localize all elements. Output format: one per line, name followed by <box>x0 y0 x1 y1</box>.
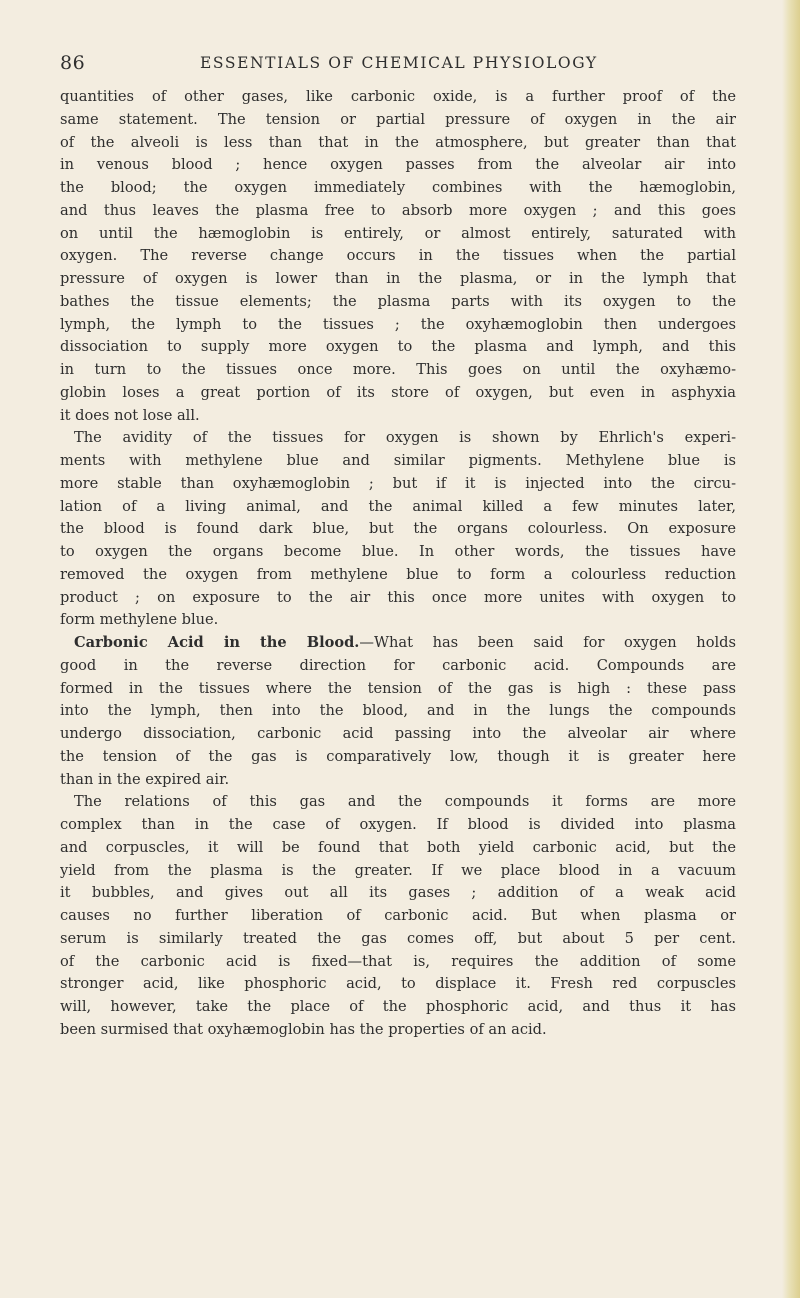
text-line: product ; on exposure to the air this once more unites with oxygen to <box>60 588 736 606</box>
text-line: into the lymph, then into the blood, and in the lungs the compounds <box>60 702 736 720</box>
text-line: pressure of oxygen is lower than in the plasma, or in the lymph that <box>60 270 736 287</box>
text-line: than in the expired air. <box>60 770 230 788</box>
page-number: 86 <box>60 52 86 74</box>
text-line: will, however, take the place of the phosphoric acid, and thus it has <box>60 998 736 1015</box>
text-line: the blood is found dark blue, but the organs colourless. On exposure <box>60 520 736 538</box>
section-heading-continuation: —What has been said for oxygen holds <box>359 634 736 651</box>
text-line: of the carbonic acid is fixed—that is, requires the addition of some <box>60 952 736 970</box>
text-line: good in the reverse direction for carbonic acid. Compounds are <box>60 656 736 674</box>
text-line: lation of a living animal, and the animal killed a few minutes later, <box>60 497 736 515</box>
text-line: it bubbles, and gives out all its gases ; addition of a weak acid <box>60 884 736 902</box>
running-head: ESSENTIALS OF CHEMICAL PHYSIOLOGY <box>200 54 598 72</box>
text-line: and corpuscles, it will be found that both yield carbonic acid, but the <box>60 838 736 856</box>
text-line: the tension of the gas is comparatively low, though it is greater here <box>60 747 736 765</box>
text-line: same statement. The tension or partial pressure of oxygen in the air <box>60 110 736 128</box>
body-text <box>60 86 736 1042</box>
text-line: serum is similarly treated the gas comes off, but about 5 per cent. <box>60 929 736 947</box>
text-line: complex than in the case of oxygen. If blood is divided into plasma <box>60 816 736 833</box>
text-line: been surmised that oxyhæmoglobin has the properties of an acid. <box>60 1020 547 1038</box>
text-line: in venous blood ; hence oxygen passes from the alveolar air into <box>60 156 736 174</box>
text-line: in turn to the tissues once more. This goes on until the oxyhæmo- <box>60 361 736 378</box>
text-line: stronger acid, like phosphoric acid, to displace it. Fresh red corpuscles <box>60 975 736 993</box>
page-header <box>60 52 736 86</box>
text-line: bathes the tissue elements; the plasma parts with its oxygen to the <box>60 292 736 310</box>
text-line: ments with methylene blue and similar pigments. Methylene blue is <box>60 452 736 469</box>
text-line: yield from the plasma is the greater. If we place blood in a vacuum <box>60 861 736 879</box>
text-line: The relations of this gas and the compounds it forms are more <box>74 793 736 811</box>
section-heading: Carbonic Acid in the Blood. <box>74 634 360 651</box>
text-line: formed in the tissues where the tension of the gas is high : these pass <box>60 679 736 697</box>
text-line: removed the oxygen from methylene blue to form a colourless reduction <box>60 565 736 583</box>
text-line: form methylene blue. <box>60 611 219 629</box>
text-line: dissociation to supply more oxygen to the plasma and lymph, and this <box>60 338 736 356</box>
text-line: of the alveoli is less than that in the atmosphere, but greater than that <box>60 133 736 151</box>
section-heading-line <box>60 632 736 655</box>
text-line: the blood; the oxygen immediately combines with the hæmoglobin, <box>60 179 736 196</box>
text-line: globin loses a great portion of its store of oxygen, but even in asphyxia <box>60 383 736 401</box>
page-edge <box>782 0 800 1298</box>
text-line: it does not lose all. <box>60 406 200 424</box>
text-line: more stable than oxyhæmoglobin ; but if it is injected into the circu- <box>60 474 736 492</box>
text-line: to oxygen the organs become blue. In other words, the tissues have <box>60 543 736 560</box>
text-line: The avidity of the tissues for oxygen is shown by Ehrlich's experi- <box>74 429 736 447</box>
text-line: undergo dissociation, carbonic acid passing into the alveolar air where <box>60 725 736 742</box>
text-line: oxygen. The reverse change occurs in the tissues when the partial <box>60 247 736 265</box>
text-line: quantities of other gases, like carbonic oxide, is a further proof of the <box>60 88 736 105</box>
text-line: causes no further liberation of carbonic acid. But when plasma or <box>60 907 736 924</box>
text-line: and thus leaves the plasma free to absorb more oxygen ; and this goes <box>60 201 736 219</box>
text-line: lymph, the lymph to the tissues ; the oxyhæmoglobin then undergoes <box>60 315 736 333</box>
text-line: on until the hæmoglobin is entirely, or almost entirely, saturated with <box>60 224 736 242</box>
